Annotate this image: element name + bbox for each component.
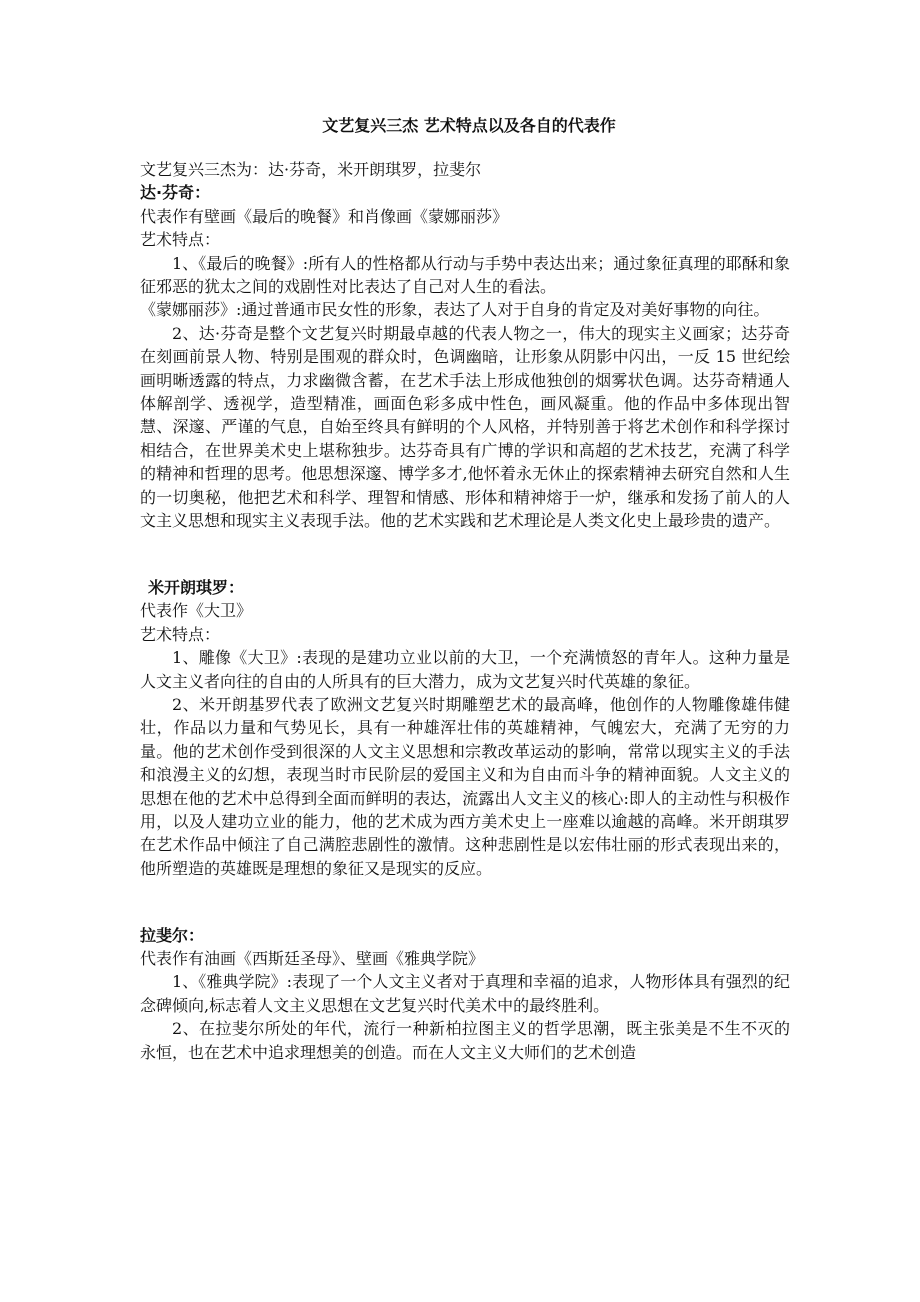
spacer bbox=[140, 904, 790, 924]
section-point-1: 1、《雅典学院》:表现了一个人文主义者对于真理和幸福的追求，人物形体具有强烈的纪念碑倾向,标志着人文主义思想在文艺复兴时代美术中的最终胜利。 bbox=[140, 972, 790, 1015]
section-heading: 米开朗琪罗： bbox=[148, 577, 245, 597]
section-davinci bbox=[140, 181, 790, 532]
section-features-label: 艺术特点： bbox=[140, 230, 221, 250]
section-works: 代表作《大卫》 bbox=[140, 601, 253, 621]
document-page bbox=[140, 110, 790, 1064]
section-heading: 拉斐尔： bbox=[140, 925, 205, 945]
intro-line: 文艺复兴三杰为：达·芬奇，米开朗琪罗，拉斐尔 bbox=[140, 160, 482, 179]
section-features-label: 艺术特点： bbox=[140, 624, 221, 644]
spacer bbox=[140, 556, 790, 576]
section-michelangelo bbox=[140, 576, 790, 880]
document-title: 文艺复兴三杰 艺术特点以及各自的代表作 bbox=[322, 116, 616, 135]
section-point-1: 1、《最后的晚餐》:所有人的性格都从行动与手势中表达出来；通过象征真理的耶酥和象征邪恶的犹太之间的戏剧性对比表达了自己对人生的看法。 bbox=[140, 253, 790, 297]
section-raphael bbox=[140, 924, 790, 1064]
section-point-2: 2、米开朗基罗代表了欧洲文艺复兴时期雕塑艺术的最高峰，他创作的人物雕像雄伟健壮，作品以力量和气势见长，具有一种雄浑壮伟的英雄精神，气魄宏大，充满了无穷的力量。他的艺术创作受到很深的人文主义思想和宗教改革运动的影响，常常以现实主义的手法和浪漫主义的幻想，表现当时市民阶层的爱国主义和为自由而斗争的精神面貌。人文主义的思想在他的艺术中总得到全面而鲜明的表达，流露出人文主义的核心:即人的主动性与积极作用，以及人建功立业的能力，他的艺术成为西方美术史上一座难以逾越的高峰。米开朗琪罗在艺术作品中倾注了自己满腔悲剧性的激情。这种悲剧性是以宏伟壮丽的形式表现出来的，他所塑造的英雄既是理想的象征又是现实的反应。 bbox=[140, 694, 790, 878]
spacer bbox=[140, 880, 790, 903]
spacer bbox=[140, 533, 790, 556]
section-works: 代表作有油画《西斯廷圣母》、壁画《雅典学院》 bbox=[140, 948, 485, 968]
section-point-2: 2、在拉斐尔所处的年代，流行一种新柏拉图主义的哲学思潮，既主张美是不生不灭的永恒，也在艺术中追求理想美的创造。而在人文主义大师们的艺术创造 bbox=[140, 1019, 790, 1062]
section-point-2: 2、达·芬奇是整个文艺复兴时期最卓越的代表人物之一，伟大的现实主义画家；达芬奇在刻画前景人物、特别是围观的群众时，色调幽暗，让形象从阴影中闪出，一反 15 世纪绘画明晰透露的特点，力求幽微含蓄，在艺术手法上形成他独创的烟雾状色调。达芬奇精通人体解剖学、透视学，造型精准，画面色彩多成中性色，画风凝重。他的作品中多体现出智慧、深邃、严谨的气息，自始至终具有鲜明的个人风格，并特别善于将艺术创作和科学探讨相结合，在世界美术史上堪称独步。达芬奇具有广博的学识和高超的艺术技艺，充满了科学的精神和哲理的思考。他思想深邃、博学多才,他怀着永无休止的探索精神去研究自然和人生的一切奥秘，他把艺术和科学、理智和情感、形体和精神熔于一炉，继承和发扬了前人的人文主义思想和现实主义表现手法。他的艺术实践和艺术理论是人类文化史上最珍贵的遗产。 bbox=[140, 323, 790, 531]
section-point-1: 1、雕像《大卫》:表现的是建功立业以前的大卫，一个充满愤怒的青年人。这种力量是人文主义者向往的自由的人所具有的巨大潜力，成为文艺复兴时代英雄的象征。 bbox=[140, 648, 790, 691]
section-works: 代表作有壁画《最后的晚餐》和肖像画《蒙娜丽莎》 bbox=[140, 206, 509, 226]
section-point-1b: 《蒙娜丽莎》:通过普通市民女性的形象，表达了人对于自身的肯定及对美好事物的向往。 bbox=[140, 300, 770, 320]
section-heading: 达·芬奇： bbox=[140, 183, 211, 203]
